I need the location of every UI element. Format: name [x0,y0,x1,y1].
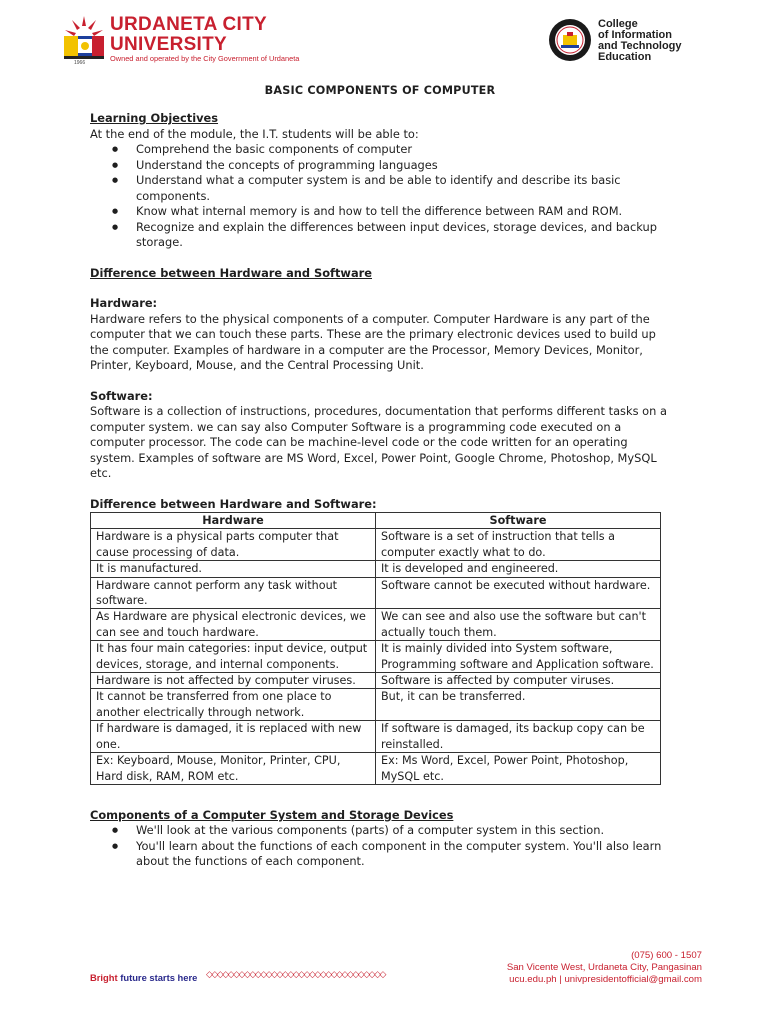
footer-tagline [90,972,197,983]
table-cell: It has four main categories: input device, output devices, storage, and internal components. [91,641,376,673]
table-cell: If hardware is damaged, it is replaced with new one. [91,721,376,753]
founding-year: 1966 [74,60,86,66]
contact-address: San Vicente West, Urdaneta City, Pangasinan [506,962,702,973]
contact-phone: (075) 600 - 1507 [631,950,702,961]
objectives-intro: At the end of the module, the I.T. students will be able to: [90,126,419,141]
list-item: ● Know what internal memory is and how to tell the difference between RAM and ROM. [136,204,670,220]
table-cell: Hardware cannot perform any task without software. [91,577,376,609]
objectives-heading: Learning Objectives [90,111,219,125]
table-row [91,577,661,609]
table-cell: We can see and also use the software but can't actually touch them. [376,609,661,641]
college-line: Education [598,51,652,63]
tagline-rest: future starts here [120,972,198,983]
table-row [91,641,661,673]
table-row [91,721,661,753]
university-owned-by: Owned and operated by the City Government of Urdaneta [110,54,300,63]
list-item: ● Understand the concepts of programming languages [136,158,670,174]
components-heading: Components of a Computer System and Storage Devices [90,807,454,822]
table-cell: It cannot be transferred from one place to another electrically through network. [91,689,376,721]
table-cell: Ex: Ms Word, Excel, Power Point, Photoshop, MySQL etc. [376,753,661,785]
table-row [91,609,661,641]
college-seal-icon [548,18,592,62]
hardware-label: Hardware: [90,296,158,310]
footer-diamond-divider: ◇◇◇◇◇◇◇◇◇◇◇◇◇◇◇◇◇◇◇◇◇◇◇◇◇◇◇◇◇◇◇◇◇ [206,970,385,980]
table-cell: Hardware is not affected by computer viruses. [91,673,376,689]
table-cell: If software is damaged, its backup copy can be reinstalled. [376,721,661,753]
table-row [91,561,661,577]
table-cell: It is developed and engineered. [376,561,661,577]
comparison-table [90,512,661,785]
table-row [91,753,661,785]
list-item: ● We'll look at the various components (parts) of a computer system in this section. [136,823,670,839]
university-name-line2: UNIVERSITY [110,34,228,55]
table-header-hardware: Hardware [91,513,376,529]
table-row [91,689,661,721]
hardware-text: Hardware refers to the physical components of a computer. Computer Hardware is any part of the computer that we can touch these parts. These are the primary electronic devices used to build up the computer. Examples of hardware in a computer are the Processor, Memory Devices, Monitor, Printer, Keyboard, Mouse, and the Central Processing Unit. [90,311,656,372]
table-cell: But, it can be transferred. [376,689,661,721]
college-line: College [598,18,638,30]
contact-web: ucu.edu.ph | univpresidentofficial@gmail.com [509,974,702,985]
table-row [91,529,661,561]
table-cell: Software is a set of instruction that tells a computer exactly what to do. [376,529,661,561]
list-item: ● Understand what a computer system is and be able to identify and describe its basic components. [136,173,670,204]
table-cell: Hardware is a physical parts computer that cause processing of data. [91,529,376,561]
table-cell: Software cannot be executed without hardware. [376,577,661,609]
table-cell: Software is affected by computer viruses. [376,673,661,689]
table-cell: Ex: Keyboard, Mouse, Monitor, Printer, CPU, Hard disk, RAM, ROM etc. [91,753,376,785]
tagline-bright: Bright [90,972,118,983]
software-label: Software: [90,388,153,403]
list-item: ● Comprehend the basic components of computer [136,142,670,158]
objectives-list [90,142,670,251]
table-cell: It is manufactured. [91,561,376,577]
list-item: ● Recognize and explain the differences between input devices, storage devices, and backup storage. [136,220,670,251]
table-header-software: Software [376,513,661,529]
components-list [90,823,670,870]
document-body [90,84,670,870]
difference-heading: Difference between Hardware and Software [90,265,372,280]
college-line: of Information [598,29,672,41]
table-cell: As Hardware are physical electronic devices, we can see and touch hardware. [91,609,376,641]
college-line: and Technology [598,40,682,52]
table-cell: It is mainly divided into System software, Programming software and Application software. [376,641,661,673]
table-row [91,673,661,689]
university-seal-icon [62,14,106,64]
software-text: Software is a collection of instructions, procedures, documentation that performs different tasks on a computer system. we can say also Computer Software is a programming code executed on a computer processor. The code can be machine-level code or the code written for an operating system. Examples of software are MS Word, Excel, Power Point, Google Chrome, Photoshop, MySQL etc. [90,404,667,480]
table-caption: Difference between Hardware and Software: [90,496,377,511]
footer-contact [507,950,702,986]
university-name-line1: URDANETA CITY [110,14,267,35]
list-item: ● You'll learn about the functions of each component in the computer system. You'll also learn about the functions of each component. [136,839,670,870]
college-name [598,19,682,63]
document-title: BASIC COMPONENTS OF COMPUTER [264,84,496,97]
table-header-row [91,513,661,529]
